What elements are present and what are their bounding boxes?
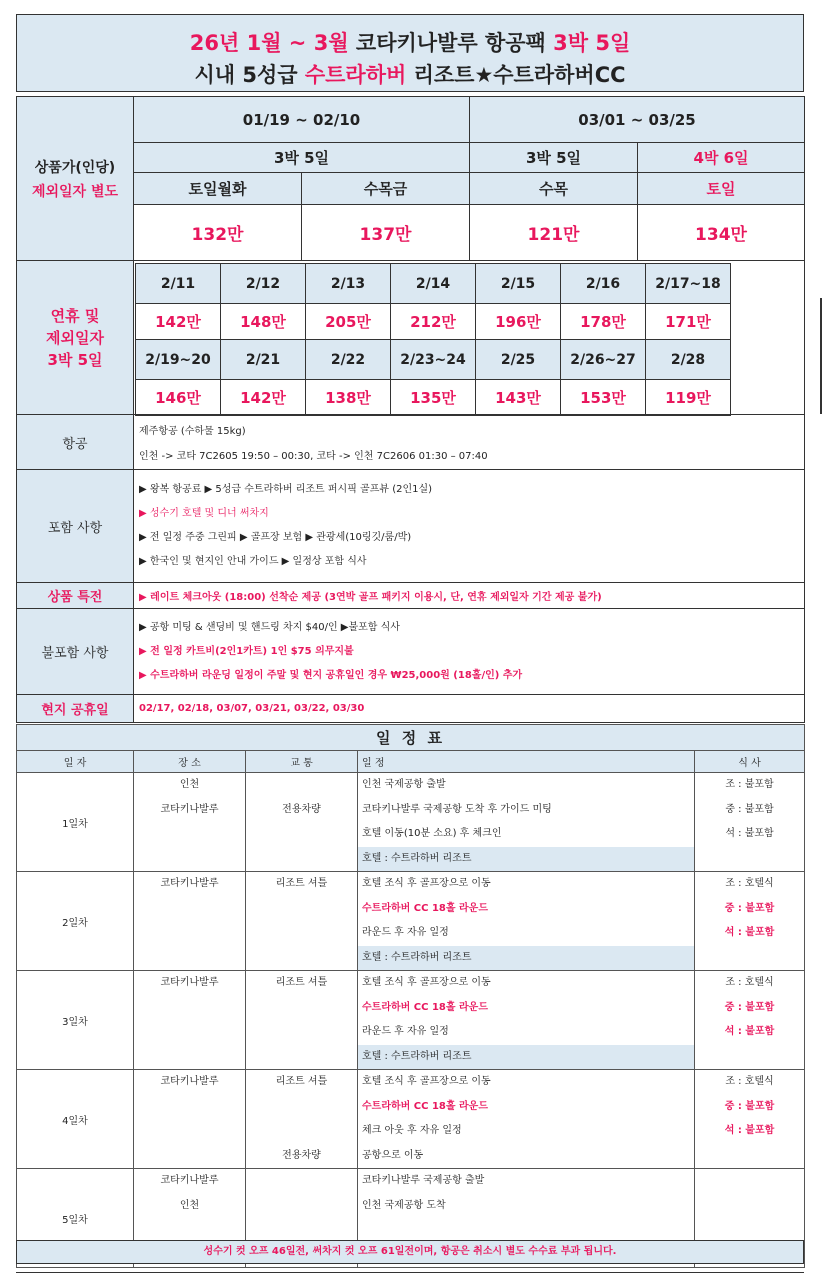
holiday-date: 2/22 xyxy=(306,340,391,380)
excluded-info xyxy=(134,609,805,695)
schedule-trans-line xyxy=(246,996,357,1021)
schedule-day: 4일차 xyxy=(17,1070,134,1169)
schedule-plan-line: 코타키나발루 국제공항 출발 xyxy=(362,1175,485,1186)
title-product: 코타키나발루 항공팩 xyxy=(348,31,554,55)
holiday-price: 146만 xyxy=(136,380,221,416)
schedule-plan-line: 라운드 후 자유 일정 xyxy=(362,927,449,938)
days-col-3: 수목 xyxy=(470,173,638,205)
schedule-trans-line xyxy=(246,897,357,922)
schedule-meal-line xyxy=(695,946,804,971)
price-col-1: 132만 xyxy=(134,205,302,261)
holiday-label-1: 연휴 및 xyxy=(50,306,100,325)
schedule-plan-cell xyxy=(358,773,695,872)
schedule-trans-line xyxy=(246,946,357,971)
schedule-trans-line xyxy=(246,1119,357,1144)
schedule-place-line: 코타키나발루 xyxy=(160,803,219,815)
schedule-day: 5일차 xyxy=(17,1169,134,1268)
schedule-trans-line xyxy=(246,773,357,798)
schedule-place-cell xyxy=(134,872,246,971)
schedule-place-cell xyxy=(134,971,246,1070)
holiday-date: 2/28 xyxy=(646,340,731,380)
period-2: 03/01 ~ 03/25 xyxy=(470,97,805,143)
included-label: 포함 사항 xyxy=(17,470,134,583)
schedule-plan-line: 호텔 조식 후 골프장으로 이동 xyxy=(362,977,491,988)
excluded-label: 불포함 사항 xyxy=(17,609,134,695)
holiday-date: 2/15 xyxy=(476,264,561,304)
schedule-place-line: 코타키나발루 xyxy=(160,1175,219,1186)
holiday-price: 142만 xyxy=(136,304,221,340)
schedule-trans-line xyxy=(246,822,357,847)
schedule-place-line xyxy=(134,1144,245,1169)
included-item: ▶ 성수기 호텔 및 디너 써차지 xyxy=(139,508,269,519)
schedule-trans-line xyxy=(246,847,357,872)
special-label: 상품 특전 xyxy=(17,583,134,609)
holiday-price: 205만 xyxy=(306,304,391,340)
nights-period-1: 3박 5일 xyxy=(134,143,470,173)
schedule-meal-line: 조 : 호텔식 xyxy=(725,878,774,889)
schedule-header-transport: 교 통 xyxy=(246,751,358,773)
schedule-table xyxy=(16,724,805,1268)
schedule-plan-line: 호텔 : 수트라하버 리조트 xyxy=(358,1045,694,1070)
local-holiday-dates: 02/17, 02/18, 03/07, 03/21, 03/22, 03/30 xyxy=(134,695,805,723)
schedule-footer-note: 성수기 컷 오프 46일전, 써차지 컷 오프 61일전이며, 항공은 취소시 별도 수수료 부과 됩니다. xyxy=(16,1240,804,1264)
price-col-3: 121만 xyxy=(470,205,638,261)
schedule-place-line xyxy=(134,1020,245,1045)
title-line-1 xyxy=(17,27,803,57)
holiday-grid xyxy=(135,263,731,416)
excluded-item: ▶ 전 일정 카트비(2인1카트) 1인 $75 의무지불 xyxy=(139,645,354,657)
period-1: 01/19 ~ 02/10 xyxy=(134,97,470,143)
title-line-2 xyxy=(17,59,803,89)
schedule-day: 3일차 xyxy=(17,971,134,1070)
holiday-date: 2/11 xyxy=(136,264,221,304)
schedule-trans-line: 리조트 셔틀 xyxy=(275,1076,328,1087)
price-col-2: 137만 xyxy=(302,205,470,261)
holiday-date: 2/14 xyxy=(391,264,476,304)
nights-period-2b: 4박 6일 xyxy=(638,143,805,173)
days-col-1: 토일월화 xyxy=(134,173,302,205)
holiday-price: 212만 xyxy=(391,304,476,340)
holiday-date: 2/23~24 xyxy=(391,340,476,380)
schedule-header-meal: 식 사 xyxy=(695,751,805,773)
schedule-trans-line: 리조트 셔틀 xyxy=(275,977,328,988)
schedule-meal-line: 석 : 불포함 xyxy=(724,1026,775,1037)
special-info: ▶ 레이트 체크아웃 (18:00) 선착순 제공 (3연박 골프 패키지 이용시, 단, 연휴 제외일자 기간 제공 불가) xyxy=(134,583,805,609)
schedule-plan-line: 수트라하버 CC 18홀 라운드 xyxy=(362,902,488,914)
nights-period-2a: 3박 5일 xyxy=(470,143,638,173)
air-label: 항공 xyxy=(17,415,134,470)
holiday-date: 2/16 xyxy=(561,264,646,304)
schedule-plan-line: 공항으로 이동 xyxy=(362,1149,424,1161)
air-flights: 인천 -> 코타 7C2605 19:50 – 00:30, 코타 -> 인천 7C2606 01:30 – 07:40 xyxy=(139,451,488,462)
holiday-price: 138만 xyxy=(306,380,391,416)
schedule-place-line: 코타키나발루 xyxy=(160,1076,219,1087)
schedule-header-place: 장 소 xyxy=(134,751,246,773)
included-item: ▶ 왕복 항공료 ▶ 5성급 수트라하버 리조트 퍼시픽 골프뷰 (2인1실) xyxy=(139,484,433,495)
schedule-trans-cell xyxy=(246,773,358,872)
holiday-price: 143만 xyxy=(476,380,561,416)
holiday-date: 2/21 xyxy=(221,340,306,380)
title-resort: 리조트★수트라하버CC xyxy=(406,63,626,87)
holiday-price: 153만 xyxy=(561,380,646,416)
schedule-meal-cell xyxy=(695,773,805,872)
schedule-meal-line: 중 : 불포함 xyxy=(724,1001,775,1013)
holiday-price: 135만 xyxy=(391,380,476,416)
schedule-day-row xyxy=(17,1070,805,1169)
schedule-trans-line xyxy=(246,1218,357,1243)
air-carrier: 제주항공 (수하물 15kg) xyxy=(139,426,246,437)
schedule-place-line: 코타키나발루 xyxy=(160,977,219,988)
holiday-date: 2/25 xyxy=(476,340,561,380)
schedule-meal-line xyxy=(695,847,804,872)
schedule-place-line: 인천 xyxy=(179,1199,200,1211)
holiday-price: 196만 xyxy=(476,304,561,340)
schedule-plan-line: 수트라하버 CC 18홀 라운드 xyxy=(362,1001,488,1013)
schedule-trans-line xyxy=(246,1045,357,1070)
schedule-meal-line xyxy=(695,1218,804,1243)
schedule-meal-line: 중 : 불포함 xyxy=(724,902,775,914)
schedule-trans-line xyxy=(246,1020,357,1045)
schedule-meal-line: 조 : 불포함 xyxy=(725,779,774,790)
schedule-trans-cell xyxy=(246,872,358,971)
schedule-place-line xyxy=(134,897,245,922)
bottom-divider xyxy=(16,1272,804,1273)
schedule-plan-line: 호텔 이동(10분 소요) 후 체크인 xyxy=(362,828,502,839)
title-banner xyxy=(16,14,804,92)
schedule-meal-line: 석 : 불포함 xyxy=(724,927,775,938)
schedule-plan-line: 호텔 : 수트라하버 리조트 xyxy=(358,847,694,872)
included-item: ▶ 전 일정 주중 그린피 ▶ 골프장 보험 ▶ 관광세(10링깃/룸/박) xyxy=(139,532,412,543)
schedule-meal-cell xyxy=(695,971,805,1070)
days-col-2: 수목금 xyxy=(302,173,470,205)
schedule-plan-line: 호텔 조식 후 골프장으로 이동 xyxy=(362,1076,491,1087)
holiday-date: 2/12 xyxy=(221,264,306,304)
schedule-plan-line: 호텔 : 수트라하버 리조트 xyxy=(358,946,694,971)
holiday-date: 2/17~18 xyxy=(646,264,731,304)
schedule-meal-cell xyxy=(695,872,805,971)
schedule-plan-cell xyxy=(358,1070,695,1169)
excluded-item: ▶ 공항 미팅 & 샌딩비 및 핸드링 차지 $40/인 ▶불포함 식사 xyxy=(139,621,400,633)
holiday-price: 119만 xyxy=(646,380,731,416)
schedule-meal-line xyxy=(695,1045,804,1070)
schedule-meal-line xyxy=(695,1169,804,1194)
schedule-place-line xyxy=(134,1218,245,1243)
price-per-person-label: 상품가(인당) xyxy=(34,159,116,176)
title-period: 26년 1월 ~ 3월 xyxy=(189,31,349,55)
schedule-meal-line: 중 : 불포함 xyxy=(725,803,774,815)
schedule-place-line xyxy=(134,996,245,1021)
schedule-place-line: 인천 xyxy=(179,779,200,790)
holiday-date: 2/26~27 xyxy=(561,340,646,380)
schedule-trans-line xyxy=(246,921,357,946)
schedule-plan-line: 라운드 후 자유 일정 xyxy=(362,1026,449,1037)
schedule-place-line xyxy=(134,822,245,847)
schedule-place-cell xyxy=(134,1070,246,1169)
schedule-trans-cell xyxy=(246,971,358,1070)
schedule-day: 1일차 xyxy=(17,773,134,872)
excluded-item: ▶ 수트라하버 라운딩 일정이 주말 및 현지 공휴일인 경우 ₩25,000원 (18홀/인) 추가 xyxy=(139,669,523,681)
schedule-meal-cell xyxy=(695,1070,805,1169)
schedule-trans-cell xyxy=(246,1070,358,1169)
included-info xyxy=(134,470,805,583)
price-exclusion-note: 제외일자 별도 xyxy=(31,183,119,200)
schedule-trans-line: 전용차량 xyxy=(282,1149,321,1161)
schedule-title: 일 정 표 xyxy=(17,725,805,751)
schedule-trans-line xyxy=(246,1194,357,1219)
holiday-label-3: 3박 5일 xyxy=(47,350,103,369)
schedule-meal-line: 조 : 호텔식 xyxy=(725,1076,774,1087)
schedule-day-row xyxy=(17,773,805,872)
schedule-day-row xyxy=(17,971,805,1070)
schedule-meal-line xyxy=(695,1194,804,1219)
schedule-plan-cell xyxy=(358,971,695,1070)
schedule-place-line xyxy=(134,921,245,946)
schedule-trans-line xyxy=(246,1169,357,1194)
air-info xyxy=(134,415,805,470)
holiday-date: 2/13 xyxy=(306,264,391,304)
schedule-place-line: 코타키나발루 xyxy=(160,878,219,889)
schedule-trans-line xyxy=(246,1095,357,1120)
schedule-meal-line: 조 : 호텔식 xyxy=(725,977,774,988)
schedule-trans-line: 리조트 셔틀 xyxy=(275,878,328,889)
holiday-side-label xyxy=(17,261,134,415)
schedule-day: 2일차 xyxy=(17,872,134,971)
title-hotel-grade: 시내 5성급 xyxy=(194,63,305,87)
holiday-price: 148만 xyxy=(221,304,306,340)
price-side-label xyxy=(17,97,134,261)
holiday-date: 2/19~20 xyxy=(136,340,221,380)
holiday-price: 171만 xyxy=(646,304,731,340)
holiday-price: 142만 xyxy=(221,380,306,416)
schedule-place-line xyxy=(134,1119,245,1144)
schedule-place-cell xyxy=(134,773,246,872)
local-holiday-label: 현지 공휴일 xyxy=(17,695,134,723)
included-item: ▶ 한국인 및 현지인 안내 가이드 ▶ 일정상 포함 식사 xyxy=(139,556,367,567)
edge-marker xyxy=(820,298,822,414)
schedule-place-line xyxy=(134,847,245,872)
schedule-place-line xyxy=(134,1095,245,1120)
schedule-plan-line: 인천 국제공항 도착 xyxy=(362,1199,446,1211)
schedule-trans-line: 전용차량 xyxy=(282,803,321,815)
schedule-day-row xyxy=(17,872,805,971)
schedule-meal-line: 석 : 불포함 xyxy=(724,1125,775,1136)
schedule-plan-cell xyxy=(358,872,695,971)
schedule-plan-line: 체크 아웃 후 자유 일정 xyxy=(362,1125,462,1136)
schedule-meal-line: 석 : 불포함 xyxy=(725,828,774,839)
holiday-label-2: 제외일자 xyxy=(46,328,104,347)
title-duration: 3박 5일 xyxy=(553,31,631,55)
schedule-header-day: 일 자 xyxy=(17,751,134,773)
schedule-place-line xyxy=(134,1045,245,1070)
schedule-plan-line: 인천 국제공항 출발 xyxy=(362,779,446,790)
days-col-4: 토일 xyxy=(638,173,805,205)
schedule-meal-line xyxy=(695,1144,804,1169)
holiday-price: 178만 xyxy=(561,304,646,340)
schedule-plan-line: 코타키나발루 국제공항 도착 후 가이드 미팅 xyxy=(362,803,552,815)
schedule-plan-line xyxy=(358,1218,694,1243)
schedule-plan-line: 수트라하버 CC 18홀 라운드 xyxy=(362,1100,488,1112)
schedule-meal-line: 중 : 불포함 xyxy=(724,1100,775,1112)
schedule-plan-line: 호텔 조식 후 골프장으로 이동 xyxy=(362,878,491,889)
schedule-header-plan: 일 정 xyxy=(358,751,695,773)
schedule-place-line xyxy=(134,946,245,971)
price-col-4: 134만 xyxy=(638,205,805,261)
title-hotel-name: 수트라하버 xyxy=(304,63,407,87)
